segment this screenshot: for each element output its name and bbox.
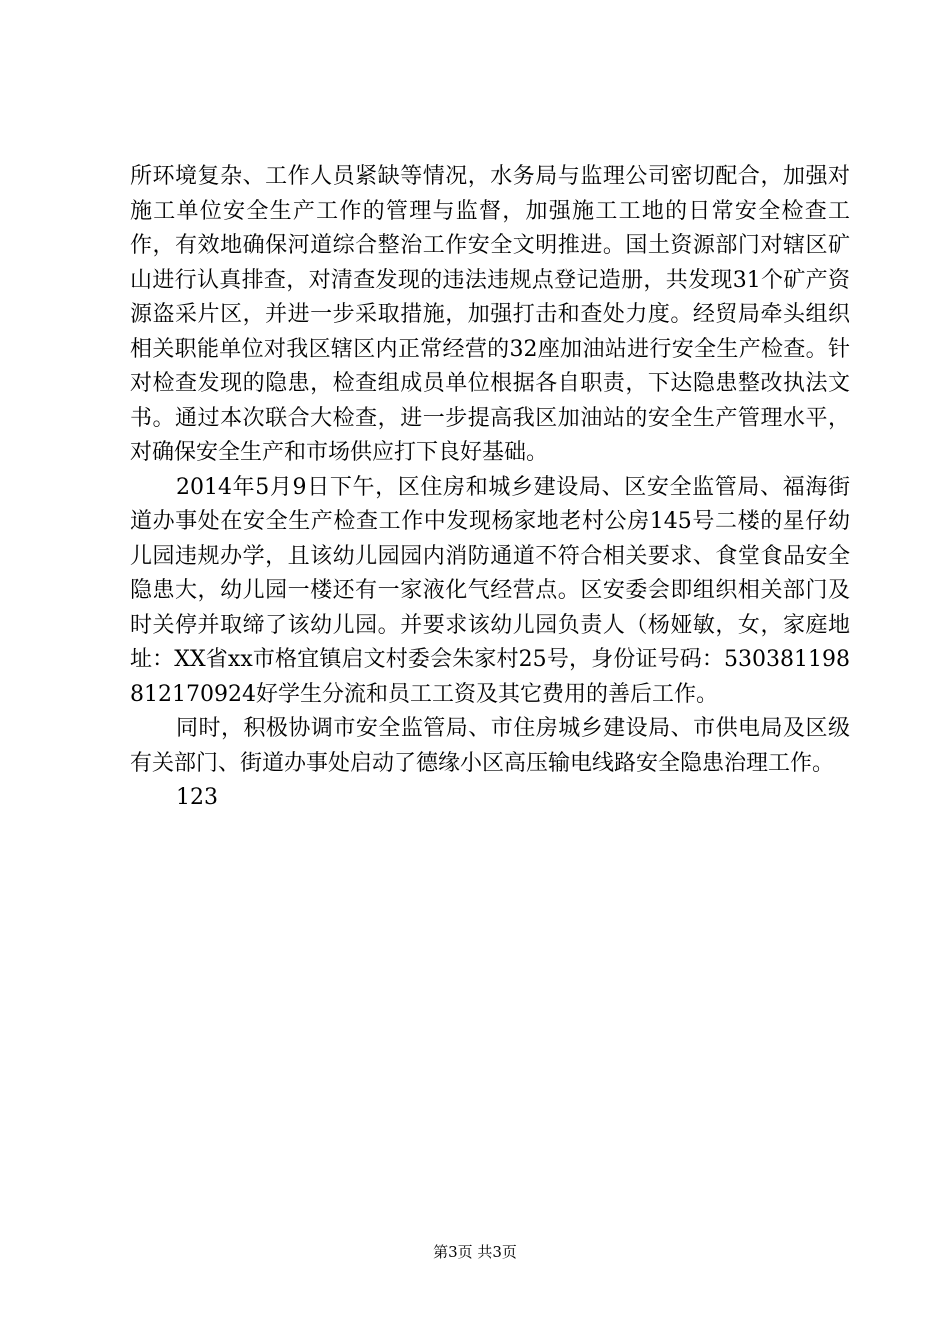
- paragraph-number: 123: [176, 785, 218, 810]
- page-footer: 第3页 共3页: [433, 1243, 517, 1261]
- paragraph-kindergarten-case: 2014年5月9日下午，区住房和城乡建设局、区安全监管局、福海街道办事处在安全生产检查工作中发现杨家地老村公房145号二楼的星仔幼儿园违规办学，且该幼儿园园内消防通道不符合相关要求、食堂食品安全隐患大，幼儿园一楼还有一家液化气经营点。区安委会即组织相关部门及时关停并取缔了该幼儿园。并要求该幼儿园负责人（杨娅敏，女，家庭地址：XX省xx市格宜镇启文村委会朱家村25号，身份证号码：530381198812170924好学生分流和员工工资及其它费用的善后工作。: [130, 474, 850, 707]
- paragraph-power-line-hazard: 同时，积极协调市安全监管局、市住房城乡建设局、市供电局及区级有关部门、街道办事处启动了德缘小区高压输电线路安全隐患治理工作。: [130, 716, 850, 776]
- document-body: [130, 160, 850, 816]
- paragraph-safety-inspections: 所环境复杂、工作人员紧缺等情况，水务局与监理公司密切配合，加强对施工单位安全生产工作的管理与监督，加强施工工地的日常安全检查工作，有效地确保河道综合整治工作安全文明推进。国土资源部门对辖区矿山进行认真排查，对清查发现的违法违规点登记造册，共发现31个矿产资源盗采片区，并进一步采取措施，加强打击和查处力度。经贸局牵头组织相关职能单位对我区辖区内正常经营的32座加油站进行安全生产检查。针对检查发现的隐患，检查组成员单位根据各自职责，下达隐患整改执法文书。通过本次联合大检查，进一步提高我区加油站的安全生产管理水平，对确保安全生产和市场供应打下良好基础。: [130, 164, 850, 465]
